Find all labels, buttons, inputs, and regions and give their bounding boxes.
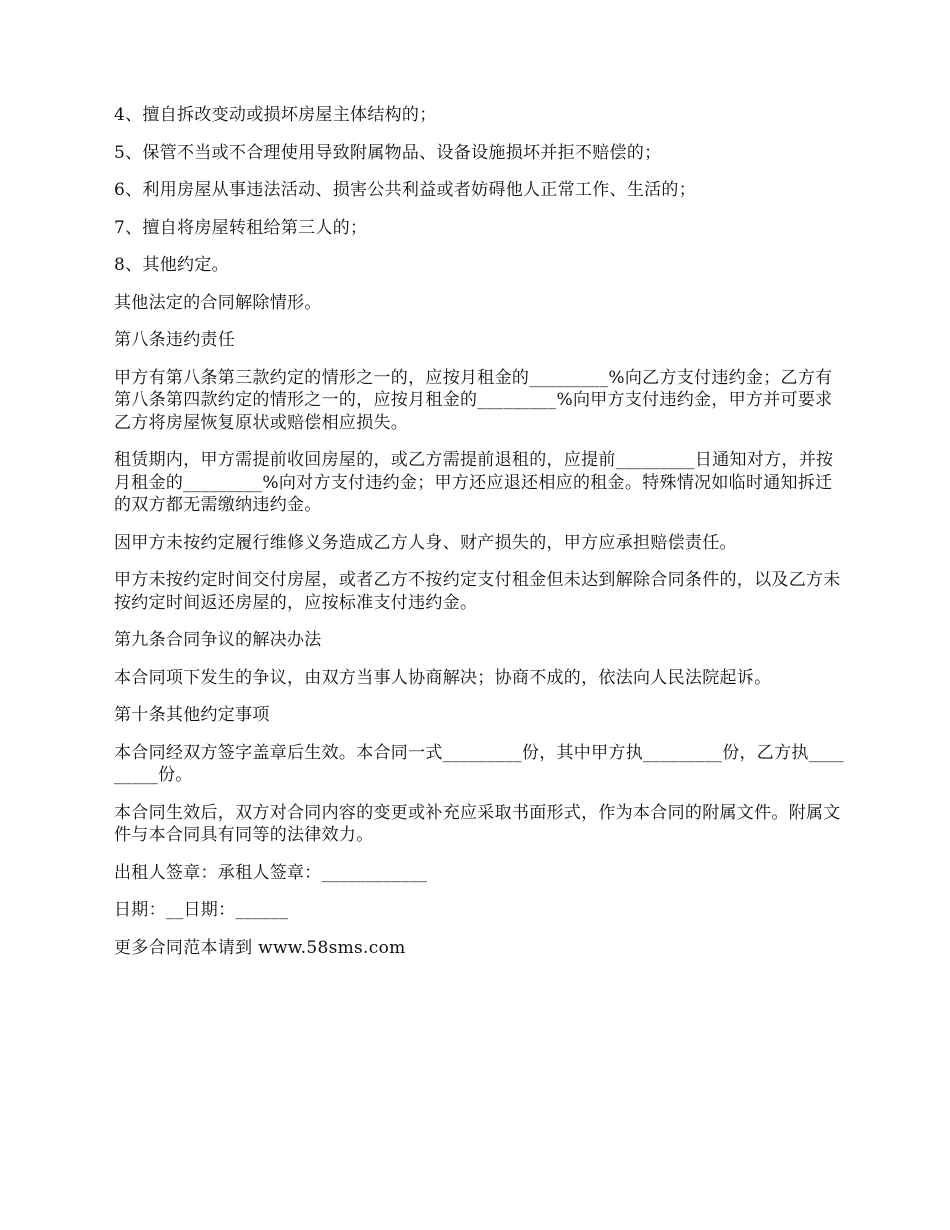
penalty-paragraph-2: 租赁期内，甲方需提前收回房屋的，或乙方需提前退租的，应提前_________日通知对方，并按月租金的_________%向对方支付违约金；甲方还应退还相应的租金。特殊情况如临时通知拆迁的双方都无需缴纳违约金。	[114, 450, 834, 515]
clause-item-7: 7、擅自将房屋转租给第三人的；	[114, 217, 368, 238]
amendment-text: 本合同生效后，双方对合同内容的变更或补充应采取书面形式，作为本合同的附属文件。附属文件与本合同具有同等的法律效力。	[114, 802, 841, 845]
document-page	[114, 104, 844, 974]
clause-item-5: 5、保管不当或不合理使用导致附属物品、设备设施损坏并拒不赔偿的；	[114, 142, 662, 163]
article-9-heading: 第九条合同争议的解决办法	[114, 630, 322, 650]
article-8-heading: 第八条违约责任	[114, 330, 236, 350]
effectiveness-text: 本合同经双方签字盖章后生效。本合同一式_________份，其中甲方执_________份，乙方执_________份。	[114, 742, 844, 785]
article-10-heading: 第十条其他约定事项	[114, 705, 270, 725]
penalty-paragraph-1: 甲方有第八条第三款约定的情形之一的，应按月租金的_________%向乙方支付违约金；乙方有第八条第四款约定的情形之一的，应按月租金的_________%向甲方支付违约金，甲方并可要求乙方将房屋恢复原状或赔偿相应损失。	[114, 367, 833, 433]
penalty-paragraph-4: 甲方未按约定时间交付房屋，或者乙方不按约定支付租金但未达到解除合同条件的，以及乙方未按约定时间返还房屋的，应按标准支付违约金。	[114, 570, 841, 613]
date-line: 日期：__日期：______	[114, 900, 289, 920]
clause-item-4: 4、擅自拆改变动或损坏房屋主体结构的；	[114, 105, 437, 125]
dispute-resolution-text: 本合同项下发生的争议，由双方当事人协商解决；协商不成的，依法向人民法院起诉。	[114, 667, 772, 688]
other-termination-text: 其他法定的合同解除情形。	[114, 292, 322, 313]
clause-item-8: 8、其他约定。	[114, 255, 229, 275]
penalty-paragraph-3: 因甲方未按约定履行维修义务造成乙方人身、财产损失的，甲方应承担赔偿责任。	[114, 532, 737, 553]
signature-line: 出租人签章：承租人签章：____________	[114, 862, 428, 883]
footer-link-text: 更多合同范本请到 www.58sms.com	[114, 937, 406, 958]
clause-item-6: 6、利用房屋从事违法活动、损害公共利益或者妨碍他人正常工作、生活的；	[114, 180, 697, 200]
